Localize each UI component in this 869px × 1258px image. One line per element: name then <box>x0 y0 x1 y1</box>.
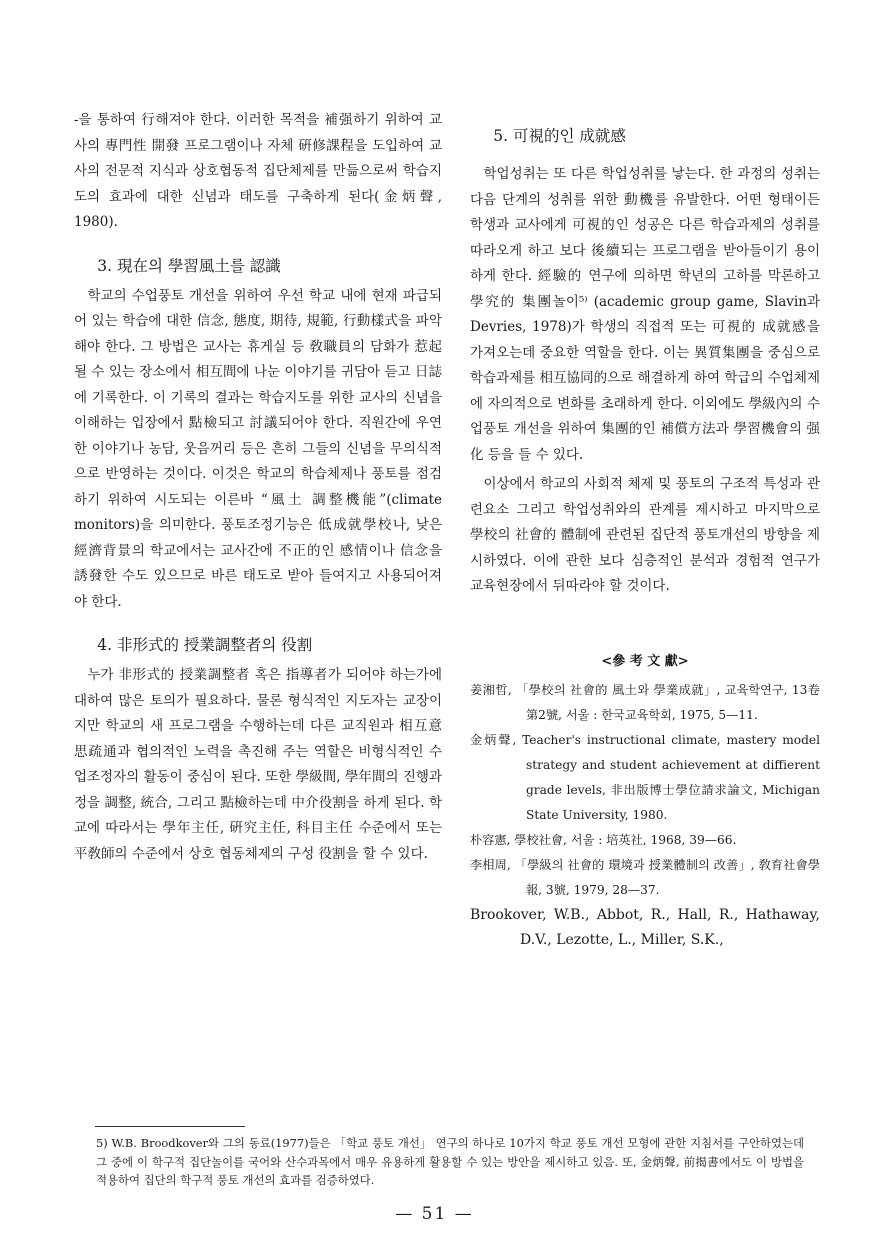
left-column <box>74 108 442 867</box>
reference-item: 金炳聲, Teacher's instructional climate, mastery model strategy and student achievement at diffierent grade levels, 非出版博士學位請求論文, Michigan State University, 1980. <box>470 732 820 822</box>
section-5-paragraph: 학업성취는 또 다른 학업성취를 낳는다. 한 과정의 성취는 다음 단계의 성취를 위한 動機를 유발한다. 어떤 형태이든 학생과 교사에게 可視的인 성공은 다른 학습과제의 성취를 따라오게 하고 보다 後續되는 프로그램을 받아들이기 용이하게 한다. 經驗的 연구에 의하면 학년의 고하를 막론하고 學究的 集團놀이⁵⁾ (academic group game, Slavin과 Devries, 1978)가 학생의 직접적 또는 可視的 成就感을 가져오는데 중요한 역할을 한다. 이는 異質集團을 중심으로 학습과제를 相互協同的으로 해결하게 하여 학급의 수업체제에 자의적으로 변화를 초래하게 한다. 이외에도 學級內의 수업풍토 개선을 위하여 集團的인 補償方法과 學習機會의 强化 등을 들 수 있다. <box>470 166 820 463</box>
page-number: — 51 — <box>395 1204 474 1224</box>
reference-item: 李相周, 「學級의 社會的 環境과 授業體制의 改善」, 敎育社會學報, 3號, 1979, 28—37. <box>470 857 820 897</box>
paragraph-continued: -을 통하여 行해져야 한다. 이러한 목적을 補强하기 위하여 교사의 專門性 開發 프로그램이나 자체 硏修課程을 도입하여 교사의 전문적 지식과 상호협동적 집단체제를 만듦으로써 학습지도의 효과에 대한 신념과 태도를 구축하게 된다(金炳聲, 1980). <box>74 112 442 230</box>
right-column <box>470 108 820 953</box>
references-title: <參 考 文 獻> <box>601 653 689 669</box>
section-4-heading: 4. 非形式的 授業調整者의 役割 <box>97 636 313 654</box>
footnote-divider <box>95 1126 245 1127</box>
reference-item: 朴容憲, 學校社會, 서울 : 培英社, 1968, 39—66. <box>470 832 737 847</box>
section-4-paragraph: 누가 非形式的 授業調整者 혹은 指導者가 되어야 하는가에 대하여 많은 토의가 필요하다. 물론 형식적인 지도자는 교장이지만 학교의 새 프로그램을 수행하는데 다른 교직원과 相互意思疏通과 협의적인 노력을 촉진해 주는 역할은 비형식적인 수업조정자의 활동이 중심이 된다. 또한 學級間, 學年間의 진행과정을 調整, 統合, 그리고 點檢하는데 中介役割을 하게 된다. 학교에 따라서는 學年主任, 硏究主任, 科目主任 수준에서 또는 平敎師의 수준에서 상호 협동체제의 구성 役割을 할 수 있다. <box>74 667 442 862</box>
section-3-paragraph: 학교의 수업풍토 개선을 위하여 우선 학교 내에 현재 파급되어 있는 학습에 대한 信念, 態度, 期待, 規範, 行動樣式을 파악해야 한다. 그 방법은 교사는 휴게실 등 敎職員의 담화가 惹起될 수 있는 장소에서 相互間에 나눈 이야기를 귀담아 듣고 日誌에 기록한다. 이 기록의 결과는 학습지도를 위한 교사의 신념을 이해하는 입장에서 點檢되고 討議되어야 한다. 직원간에 우연한 이야기나 농담, 웃음꺼리 등은 흔히 그들의 신념을 무의식적으로 반영하는 것이다. 이것은 학교의 학습체제나 풍토를 점검하기 위하여 시도되는 이른바 “風土 調整機能”(climate monitors)을 의미한다. 풍토조정기능은 低成就學校나, 낮은 經濟背景의 학교에서는 교사간에 不正的인 感情이나 信念을 誘發한 수도 있으므로 바른 태도로 받아 들여지고 사용되어져야 한다. <box>74 287 442 610</box>
section-3-heading: 3. 現在의 學習風土를 認識 <box>97 256 281 275</box>
reference-item: 姜湘哲, 「學校의 社會的 風土와 學業成就」, 교육학연구, 13卷 第2號, 서울 : 한국교육학회, 1975, 5—11. <box>470 682 820 722</box>
footnote: 5) W.B. Broodkover와 그의 동료(1977)들은 「학교 풍토 개선」 연구의 하나로 10가지 학교 풍토 개선 모형에 관한 지침서를 구안하였는데 그 중에 이 학구적 집단놀이를 국어와 산수과목에서 매우 유용하게 활용할 수 있는 방안을 제시하고 있음. 또, 金炳聲, 前揭書에서도 이 방법을 적용하여 집단의 학구적 풍토 개선의 효과를 검증하였다. <box>96 1136 804 1187</box>
conclusion-paragraph: 이상에서 학교의 사회적 체제 및 풍토의 구조적 특성과 관련요소 그리고 학업성취와의 관계를 제시하고 마지막으로 學校의 社會的 體制에 관련된 집단적 풍토개선의 방향을 제시하였다. 이에 관한 보다 심층적인 분석과 경험적 연구가 교육현장에서 뒤따라야 할 것이다. <box>470 476 820 594</box>
reference-item: Brookover, W.B., Abbot, R., Hall, R., Hathaway, D.V., Lezotte, L., Miller, S.K., <box>470 906 820 948</box>
section-5-heading: 5. 可視的인 成就感 <box>493 127 626 145</box>
